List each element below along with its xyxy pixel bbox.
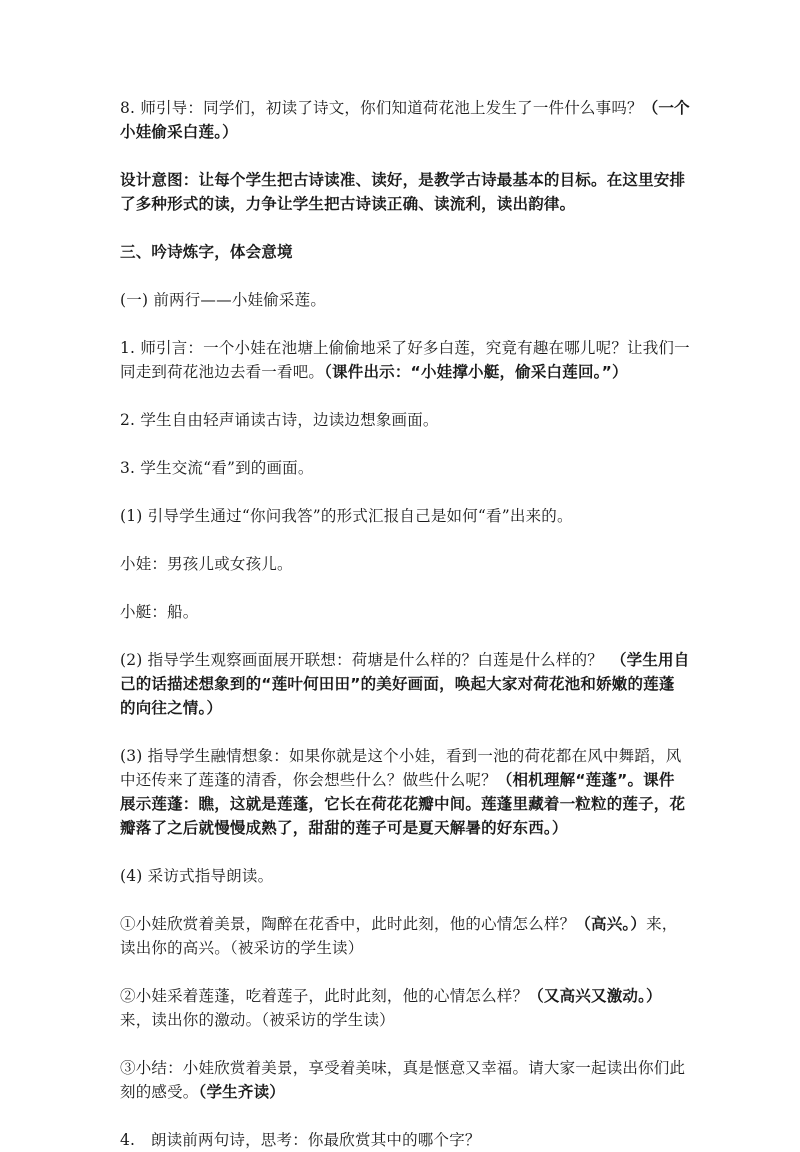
text-bold: （学生用自己的话描述想象到的“莲叶何田田”的美好画面，唤起大家对荷花池和娇嫩的莲蓬的向往之情。） xyxy=(120,651,690,717)
paragraph-xiaoting xyxy=(120,600,690,624)
paragraph-circled-1 xyxy=(120,912,690,960)
text-normal: (2) 指导学生观察画面展开联想：荷塘是什么样的？白莲是什么样的？ xyxy=(120,651,619,669)
text-normal: 小艇：船。 xyxy=(120,603,199,621)
heading-text: 三、吟诗炼字，体会意境 xyxy=(120,243,293,261)
paragraph-xiaowa xyxy=(120,552,690,576)
text-bold: 设计意图：让每个学生把古诗读准、读好，是教学古诗最基本的目标。在这里安排了多种形式的读，力争让学生把古诗读正确、读流利，读出韵律。 xyxy=(120,171,686,213)
subsection-heading xyxy=(120,288,690,312)
text-normal: (1) 引导学生通过“你问我答”的形式汇报自己是如何“看”出来的。 xyxy=(120,507,573,525)
text-normal: 2. 学生自由轻声诵读古诗，边读边想象画面。 xyxy=(120,411,439,429)
paragraph-circled-3 xyxy=(120,1056,690,1104)
paragraph-step-3 xyxy=(120,456,690,480)
paragraph-circled-2 xyxy=(120,984,690,1032)
paragraph-item-4 xyxy=(120,864,690,888)
text-normal: 4. 朗读前两句诗，思考：你最欣赏其中的哪个字？ xyxy=(120,1131,481,1149)
text-normal: ①小娃欣赏着美景，陶醉在花香中，此时此刻，他的心情怎么样？ xyxy=(120,915,576,933)
paragraph-item-1 xyxy=(120,504,690,528)
paragraph-step-2 xyxy=(120,408,690,432)
text-normal-tail: 来，读出你的激动。（被采访的学生读） xyxy=(120,1011,395,1029)
text-normal: 3. 学生交流“看”到的画面。 xyxy=(120,459,314,477)
paragraph-step-1 xyxy=(120,336,690,384)
text-bold: （一个小娃偷采白莲。） xyxy=(120,99,690,141)
text-bold: （高兴。） xyxy=(575,915,647,933)
paragraph-step-8 xyxy=(120,96,690,144)
paragraph-design-intent xyxy=(120,168,690,216)
section-heading xyxy=(120,240,690,264)
text-normal: ②小娃采着莲蓬，吃着莲子，此时此刻，他的心情怎么样？ xyxy=(120,987,529,1005)
paragraph-item-3 xyxy=(120,744,690,840)
text-normal-tail: 来，读出你的高兴。（被采访的学生读） xyxy=(120,915,678,957)
text-bold: （又高兴又激动。） xyxy=(528,987,662,1005)
paragraph-item-2 xyxy=(120,648,690,720)
text-normal: 8. 师引导：同学们，初读了诗文，你们知道荷花池上发生了一件什么事吗？ xyxy=(120,99,643,117)
text-bold: （课件出示：“小娃撑小艇，偷采白莲回。”） xyxy=(324,363,628,381)
text-normal: (一) 前两行——小娃偷采莲。 xyxy=(120,291,327,309)
text-normal: ③小结：小娃欣赏着美景，享受着美味，真是惬意又幸福。请大家一起读出你们此刻的感受。 xyxy=(120,1059,686,1101)
text-bold: （学生齐读） xyxy=(198,1083,285,1101)
text-normal: 小娃：男孩儿或女孩儿。 xyxy=(120,555,293,573)
text-normal: (3) 指导学生融情想象：如果你就是这个小娃，看到一池的荷花都在风中舞蹈，风中还传来了莲蓬的清香，你会想些什么？做些什么呢？ xyxy=(120,747,682,789)
text-normal: 1. 师引言：一个小娃在池塘上偷偷地采了好多白莲，究竟有趣在哪儿呢？让我们一同走到荷花池边去看一看吧。 xyxy=(120,339,690,381)
text-bold: （相机理解“莲蓬”。课件展示莲蓬：瞧，这就是莲蓬，它长在荷花花瓣中间。莲蓬里藏着一粒粒的莲子，花瓣落了之后就慢慢成熟了，甜甜的莲子可是夏天解暑的好东西。） xyxy=(120,771,686,837)
text-normal: (4) 采访式指导朗读。 xyxy=(120,867,274,885)
